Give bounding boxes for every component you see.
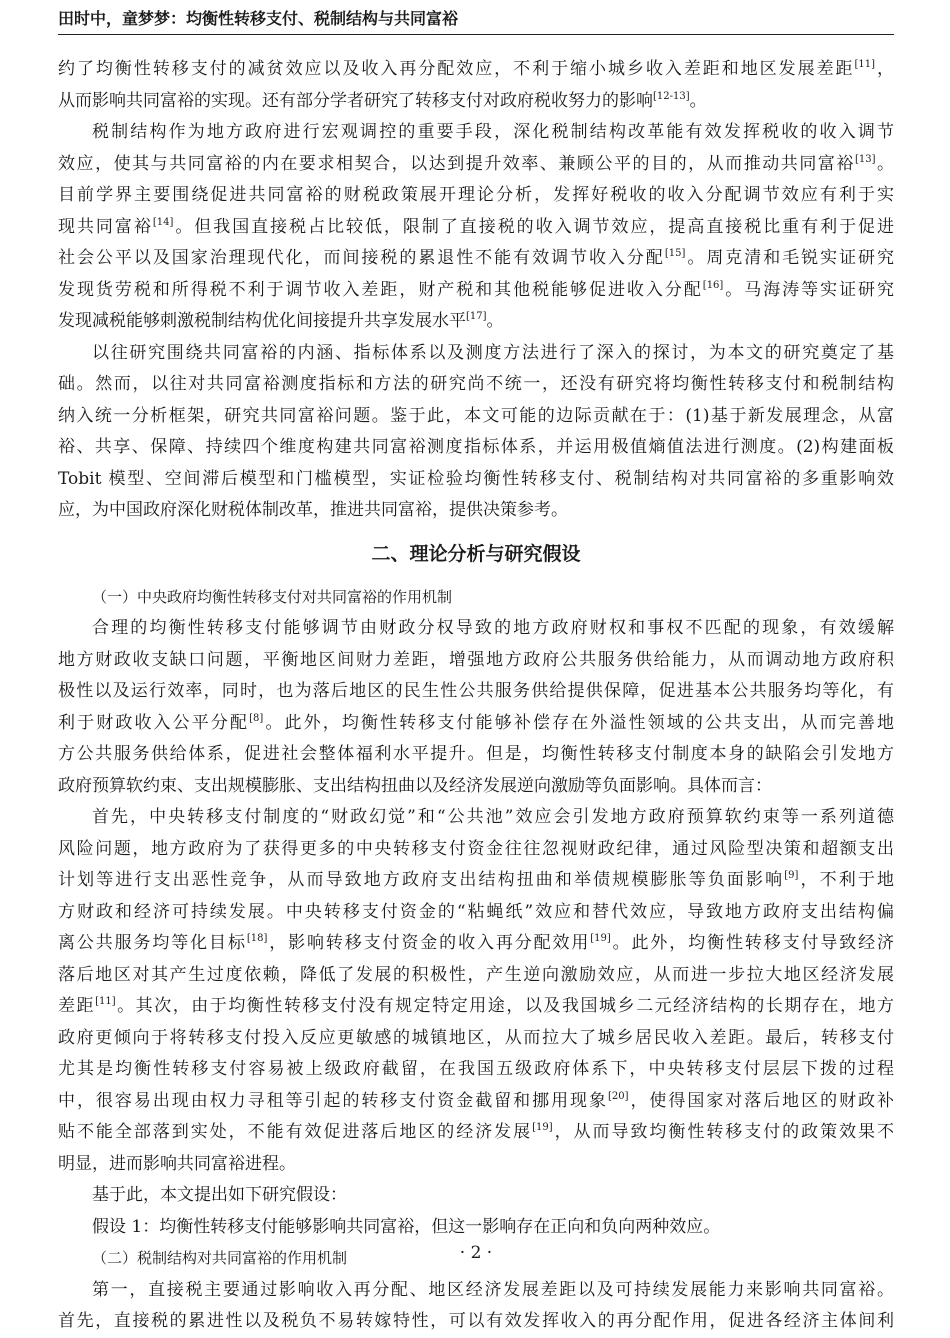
text-line: 基于此，本文提出如下研究假设： [92,1185,347,1205]
citation-marker: [13] [854,153,876,165]
text-line: 中，很容易出现由权力寻租等引起的转移支付资金截留和挪用现象[20]，使得国家对落后地区的财政补 [58,1090,895,1111]
text-line: 极性以及运行效率，同时，也为落后地区的民生性公共服务供给提供保障，促进基本公共服务均等化，有 [58,681,894,701]
text-line: 政府更倾向于将转移支付投入反应更敏感的城镇地区，从而拉大了城乡居民收入差距。最后，转移支付 [58,1027,894,1048]
text-line: 明显，进而影响共同富裕进程。 [58,1153,296,1174]
citation-marker: [11] [95,996,116,1007]
text-line: 风险问题，地方政府为了获得更多的中央转移支付资金往往忽视财政纪律，通过风险型决策和超额支出 [58,838,894,859]
citation-marker: [8] [249,712,264,724]
page [58,0,895,1331]
text-line: 第一，直接税主要通过影响收入再分配、地区经济发展差距以及可持续发展能力来影响共同富裕。 [92,1279,894,1300]
hypothesis-1: 假设 1：均衡性转移支付能够影响共同富裕，但这一影响存在正向和负向两种效应。 [92,1216,721,1237]
header-rule [58,34,894,35]
text-line: 现共同富裕[14]。但我国直接税占比较低，限制了直接税的收入调节效应，提高直接税比重有利于促进 [58,216,895,237]
text-line: 合理的均衡性转移支付能够调节由财政分权导致的地方政府财权和事权不匹配的现象，有效缓解 [92,618,894,638]
citation-marker: [14] [152,216,174,228]
text-line: Tobit 模型、空间滞后模型和门槛模型，实证检验均衡性转移支付、税制结构对共同富裕的多重影响效 [58,468,894,489]
text-line: 纳入统一分析框架，研究共同富裕问题。鉴于此，本文可能的边际贡献在于：(1)基于新发展理念，从富 [58,405,894,426]
text-line: 社会公平以及国家治理现代化，而间接税的累退性不能有效调节收入分配[15]。周克清和毛锐实证研究 [58,248,894,268]
text-line: 计划等进行支出恶性竞争，从而导致地方政府支出结构扭曲和举债规模膨胀等负面影响[9]，不利于地 [58,870,894,890]
body-text [58,54,894,1338]
text-line: 尤其是均衡性转移支付容易被上级政府截留，在我国五级政府体系下，中央转移支付层层下拨的过程 [58,1059,894,1079]
running-head: 田时中，童梦梦：均衡性转移支付、税制结构与共同富裕 [58,9,459,28]
text-line: 发现货劳税和所得税不利于调节收入差距，财产税和其他税能够促进收入分配[16]。马海涛等实证研究 [58,279,895,300]
text-line: 以往研究围绕共同富裕的内涵、指标体系以及测度方法进行了深入的探讨，为本文的研究奠定了基 [92,342,894,363]
text-line: 税制结构作为地方政府进行宏观调控的重要手段，深化税制结构改革能有效发挥税收的收入调节 [92,122,894,142]
text-line: 地方财政收支缺口问题，平衡地区间财力差距，增强地方政府公共服务供给能力，从而调动地方政府积 [58,649,894,670]
citation-marker: [19] [590,933,611,944]
text-line: 效应，使其与共同富裕的内在要求相契合，以达到提升效率、兼顾公平的目的，从而推动共同富裕[13]。 [58,153,895,174]
page-number: · 2 · [459,1243,493,1263]
text-line: 从而影响共同富裕的实现。还有部分学者研究了转移支付对政府税收努力的影响[12-13]。 [58,90,707,111]
text-line: 首先，中央转移支付制度的“财政幻觉”和“公共池”效应会引发地方政府预算软约束等一系列道德 [92,807,894,827]
text-line: 础。然而，以往对共同富裕测度指标和方法的研究尚不统一，还没有研究将均衡性转移支付和税制结构 [58,374,894,394]
text-line: 目前学界主要围绕促进共同富裕的财税政策展开理论分析，发挥好税收的收入分配调节效应有利于实 [58,185,894,205]
citation-marker: [19] [532,1122,553,1133]
text-line: 裕、共享、保障、持续四个维度构建共同富裕测度指标体系，并运用极值熵值法进行测度。(2)构建面板 [58,437,894,457]
text-line: 方公共服务供给体系，促进社会整体福利水平提升。但是，均衡性转移支付制度本身的缺陷会引发地方 [58,744,894,764]
text-line: 政府预算软约束、支出规模膨胀、支出结构扭曲以及经济发展逆向激励等负面影响。具体而言： [58,775,772,796]
citation-marker: [20] [607,1090,629,1102]
section-heading: 二、理论分析与研究假设 [371,542,581,565]
citation-marker: [15] [664,248,686,259]
citation-marker: [9] [784,870,799,881]
citation-marker: [18] [246,933,268,944]
citation-marker: [12-13] [653,90,690,102]
text-line: 方财政和经济可持续发展。中央转移支付资金的“粘蝇纸”效应和替代效应，导致地方政府支出结构偏 [58,901,894,922]
text-line: 差距[11]。其次，由于均衡性转移支付没有规定特定用途，以及我国城乡二元经济结构的长期存在，地方 [58,996,895,1016]
citation-marker: [17] [466,311,487,322]
text-line: 落后地区对其产生过度依赖，降低了发展的积极性，产生逆向激励效应，从而进一步拉大地区经济发展 [58,964,894,985]
subsection-heading: （一）中央政府均衡性转移支付对共同富裕的作用机制 [92,587,453,606]
text-line: 首先，直接税的累进性以及税负不易转嫁特性，可以有效发挥收入的再分配作用，促进各经济主体间利 [58,1311,894,1331]
text-line: 约了均衡性转移支付的减贫效应以及收入再分配效应，不利于缩小城乡收入差距和地区发展差距[11]， [58,59,895,79]
citation-marker: [16] [702,279,724,291]
citation-marker: [11] [854,59,876,70]
text-line: 利于财政收入公平分配[8]。此外，均衡性转移支付能够补偿存在外溢性领域的公共支出，从而完善地 [58,712,895,733]
text-line: 发现减税能够刺激税制结构优化间接提升共享发展水平[17]。 [58,311,504,331]
subsection-heading: （二）税制结构对共同富裕的作用机制 [92,1249,348,1267]
text-line: 贴不能全部落到实处，不能有效促进落后地区的经济发展[19]，从而导致均衡性转移支付的政策效果不 [58,1122,894,1142]
text-line: 应，为中国政府深化财税体制改革，推进共同富裕，提供决策参考。 [58,500,568,520]
text-line: 离公共服务均等化目标[18]，影响转移支付资金的收入再分配效用[19]。此外，均衡性转移支付导致经济 [58,933,895,953]
